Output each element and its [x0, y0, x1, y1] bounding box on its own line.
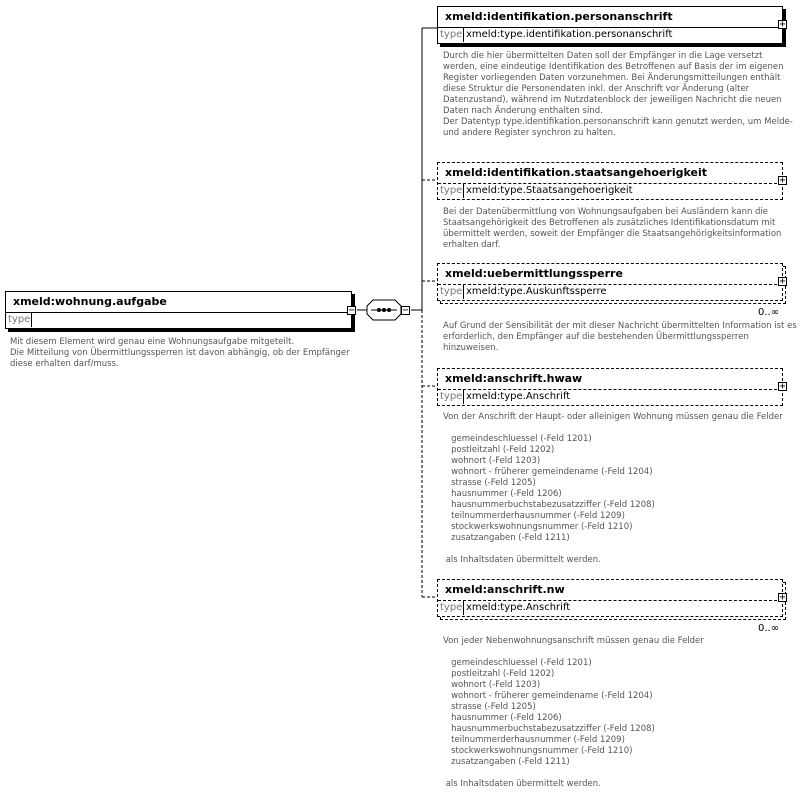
element-description: Durch die hier übermittelten Daten soll der Empfänger in die Lage versetzt werden, eine eindeutige Identifikation des Betroffenen auf Basis der im eigenen Register vorliegenden Daten vorzunehmen. Bei Änderungsmitteilungen enthält diese Struktur die Personendaten inkl. der Anschrift vor Änderung (alter Datenzustand), während im Nutzdatenblock der jeweiligen Nachricht die neuen Daten nach Änderung enthalten sind. Der Datentyp type.identifikation.personanschrift kann genutzt werden, um Melde- und andere Register synchron zu halten.	[443, 51, 793, 138]
expand-icon[interactable]: +	[779, 276, 786, 287]
element-description: Bei der Datenübermittlung von Wohnungsaufgaben bei Ausländern kann die Staatsangehörigkeit des Betroffenen als zusätzliches Identifikationsdatum mit übermittelt werden, soweit der Empfänger die Staatsangehörigkeitsinformation erhalten darf.	[443, 207, 782, 250]
type-label: type	[440, 286, 463, 297]
expand-icon[interactable]: +	[779, 19, 786, 30]
element-type-row	[438, 389, 782, 405]
type-label: type	[440, 185, 463, 196]
root-element-box[interactable]	[5, 291, 352, 329]
element-uebermittlungssperre[interactable]	[437, 263, 783, 301]
root-element-type-row	[6, 312, 351, 328]
expand-icon[interactable]: +	[779, 381, 786, 392]
element-type-row	[438, 183, 782, 199]
type-value: xmeld:type.Staatsangehoerigkeit	[466, 185, 633, 196]
element-description: Auf Grund der Sensibilität der mit dieser Nachricht übermittelten Information ist es erforderlich, den Empfänger auf die bestehenden Übermittlungssperren hinzuweisen.	[443, 321, 797, 353]
root-type-label: type	[8, 314, 31, 325]
element-type-row	[438, 284, 782, 300]
sequence-collapse-icon[interactable]: −	[402, 305, 409, 316]
occurrence-label: 0..∞	[758, 307, 780, 318]
root-type-value	[32, 314, 34, 325]
sequence-icon[interactable]	[366, 299, 402, 321]
element-type-row	[438, 27, 782, 43]
type-value: xmeld:type.Auskunftssperre	[466, 286, 607, 297]
element-type-row	[438, 600, 782, 616]
element-identifikation-staatsangehoerigkeit[interactable]	[437, 162, 783, 200]
root-description: Mit diesem Element wird genau eine Wohnungsaufgabe mitgeteilt. Die Mitteilung von Übermittlungssperren ist davon abhängig, ob der Empfänger diese erhalten darf/muss.	[10, 337, 350, 369]
type-label: type	[440, 391, 463, 402]
element-name: xmeld:anschrift.nw	[445, 583, 565, 596]
type-value: xmeld:type.Anschrift	[466, 602, 571, 613]
expand-icon[interactable]: +	[779, 175, 786, 186]
type-value: xmeld:type.Anschrift	[466, 391, 571, 402]
expand-icon[interactable]: +	[779, 592, 786, 603]
element-identifikation-personanschrift[interactable]	[437, 6, 783, 44]
root-element-name: xmeld:wohnung.aufgabe	[13, 295, 167, 308]
element-name: xmeld:identifikation.staatsangehoerigkeit	[445, 166, 707, 179]
element-anschrift-nw[interactable]	[437, 579, 783, 617]
element-anschrift-hwaw[interactable]	[437, 368, 783, 406]
element-description: Von jeder Nebenwohnungsanschrift müssen genau die Felder gemeindeschluessel (-Feld 1201) postleitzahl (-Feld 1202) wohnort (-Feld 1203) wohnort - früherer gemeindename (-Feld 1204) strasse (-Feld 1205) hausnummer (-Feld 1206) hausnummerbuchstabezusatzziffer (-Feld 1208) teilnummerderhausnummer (-Feld 1209) stockwerkswohnungsnummer (-Feld 1210) zusatzangaben (-Feld 1211) als Inhaltsdaten übermittelt werden.	[443, 636, 704, 789]
occurrence-label: 0..∞	[758, 623, 780, 634]
type-label: type	[440, 29, 463, 40]
element-description: Von der Anschrift der Haupt- oder alleinigen Wohnung müssen genau die Felder gemeindeschluessel (-Feld 1201) postleitzahl (-Feld 1202) wohnort (-Feld 1203) wohnort - früherer gemeindename (-Feld 1204) strasse (-Feld 1205) hausnummer (-Feld 1206) hausnummerbuchstabezusatzziffer (-Feld 1208) teilnummerderhausnummer (-Feld 1209) stockwerkswohnungsnummer (-Feld 1210) zusatzangaben (-Feld 1211) als Inhaltsdaten übermittelt werden.	[443, 412, 783, 565]
element-name: xmeld:identifikation.personanschrift	[445, 10, 673, 23]
type-value: xmeld:type.identifikation.personanschrift	[466, 29, 673, 40]
root-collapse-icon[interactable]: −	[348, 305, 355, 316]
element-name: xmeld:anschrift.hwaw	[445, 372, 583, 385]
type-label: type	[440, 602, 463, 613]
element-name: xmeld:uebermittlungssperre	[445, 267, 623, 280]
